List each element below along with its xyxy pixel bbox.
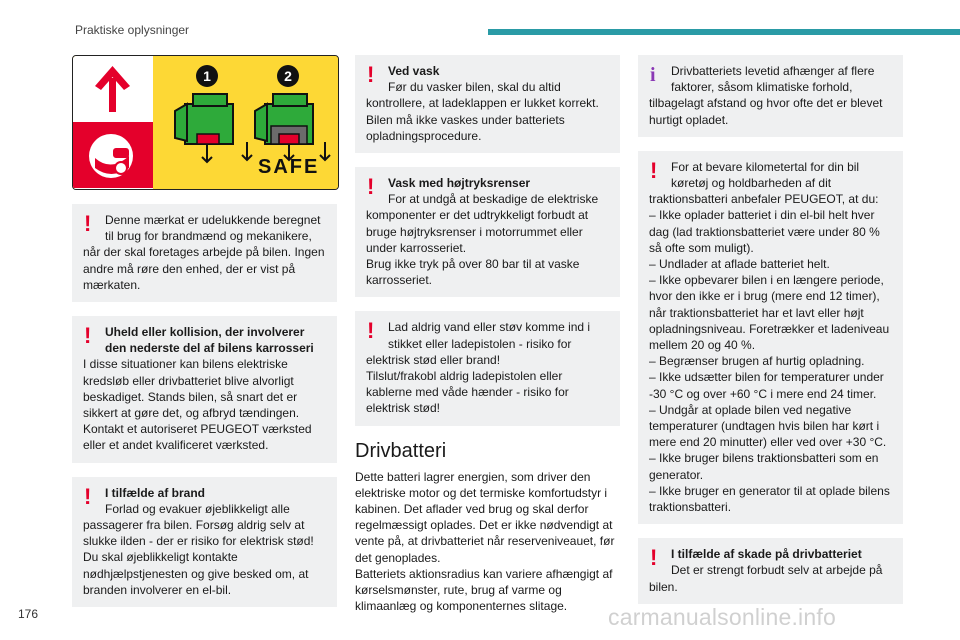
page-number: 176 bbox=[18, 607, 39, 621]
label-arrow-panel bbox=[73, 56, 153, 122]
note-heading: I tilfælde af skade på drivbatteriet bbox=[671, 547, 862, 562]
note-text: Drivbatteriets levetid afhænger af flere faktorer, såsom klimatiske forhold, bbox=[671, 64, 875, 95]
column-right bbox=[638, 55, 903, 618]
warning-icon: ! bbox=[367, 318, 375, 344]
firefighter-helmet-icon bbox=[73, 122, 153, 188]
note-heading: Uheld eller kollision, der involverer den nederste del af bilens karrosseri bbox=[105, 325, 314, 356]
note-label-warning bbox=[72, 204, 337, 302]
column-left bbox=[72, 55, 337, 621]
warning-icon: ! bbox=[650, 157, 658, 183]
note-text: elektrisk stød eller brand! bbox=[366, 352, 501, 367]
list-item: – Ikke bruger en generator til at oplade bilens traktionsbatteri. bbox=[649, 483, 890, 515]
label-left-panel bbox=[73, 56, 153, 189]
note-battery-damage-warning bbox=[638, 538, 903, 604]
note-text: For at undgå at beskadige de elektriske bbox=[388, 192, 599, 207]
note-text: bilen. bbox=[649, 579, 678, 594]
note-text: Før du vasker bilen, skal du altid bbox=[388, 80, 561, 95]
note-text: Lad aldrig vand eller støv komme ind i stikket eller ladepistolen - risiko for bbox=[388, 320, 591, 351]
note-text: tilbagelagt afstand og hvor ofte det er blevet hurtigt opladet. bbox=[649, 96, 883, 127]
note-text: Denne mærkat er udelukkende beregnet til brug for brandmænd og mekanikere, bbox=[105, 213, 321, 244]
list-item: – Ikke opbevarer bilen i en længere periode, hvor den ikke er i brug (mere end 12 timer), når traktionsbatteriet har et lavt eller højt opladningsniveau. Foretrækker et ladeniveau mellem 20 og 40 %. bbox=[649, 273, 890, 353]
note-text: For at bevare kilometertal for din bil køretøj og holdbarheden af dit bbox=[671, 159, 860, 191]
badge-1: 1 bbox=[203, 68, 211, 84]
section-title: Drivbatteri bbox=[355, 439, 447, 462]
section-paragraph: Batteriets aktionsradius kan variere afhængigt af kørselsmønster, rute, brug af varme og klimaanlæg og komponenternes slitage. bbox=[355, 566, 613, 614]
warning-icon: ! bbox=[84, 483, 92, 509]
note-text: Forlad og evakuer øjeblikkeligt alle bbox=[105, 501, 290, 516]
column-middle bbox=[355, 55, 620, 614]
warning-icon: ! bbox=[367, 62, 375, 87]
label-firefighter-panel bbox=[73, 122, 153, 188]
badge-2: 2 bbox=[284, 68, 292, 84]
note-heading: I tilfælde af brand bbox=[105, 485, 206, 500]
header-accent-bar bbox=[488, 29, 960, 35]
note-water-dust-warning bbox=[355, 311, 620, 425]
list-item: – Ikke bruger bilens traktionsbatteri som en generator. bbox=[649, 451, 879, 482]
note-battery-life-info bbox=[638, 55, 903, 137]
safe-label: SAFE bbox=[258, 156, 320, 178]
warning-icon: ! bbox=[367, 174, 375, 200]
note-text: Brug ikke tryk på over 80 bar til at vaske karrosseriet. bbox=[366, 257, 580, 288]
note-collision-warning bbox=[72, 316, 337, 463]
list-item: – Ikke oplader batteriet i din el-bil helt hver dag (lad traktionsbatteriet være under 80 % så ofte som muligt). bbox=[649, 208, 880, 255]
note-pressure-washer-warning bbox=[355, 167, 620, 297]
safety-label-figure bbox=[72, 55, 339, 190]
note-text: passagerer fra bilen. Forsøg aldrig selv at slukke ilden - der er risiko for elektrisk stød! Du skal øjeblikkeligt kontakte nødhjælpstjenesten og give besked om, at branden involverer en el-bil. bbox=[83, 518, 314, 597]
note-battery-care-warning bbox=[638, 151, 903, 524]
note-text: Tilslut/frakobl aldrig ladepistolen eller kablerne med våde hænder - risiko for elektrisk stød! bbox=[366, 369, 569, 416]
info-icon: i bbox=[650, 64, 656, 86]
warning-icon: ! bbox=[84, 211, 92, 236]
warning-icon: ! bbox=[650, 545, 658, 571]
list-item: – Begrænser brugen af hurtig opladning. bbox=[649, 354, 865, 369]
page-header-title: Praktiske oplysninger bbox=[75, 23, 190, 37]
note-heading: Vask med højtryksrenser bbox=[388, 176, 531, 191]
note-text: når der skal foretages arbejde på bilen. Ingen andre må røre den enhed, der er vist på mærkaten. bbox=[83, 245, 325, 292]
note-washing-warning bbox=[355, 55, 620, 153]
watermark: carmanualsonline.info bbox=[608, 604, 836, 630]
note-text: traktionsbatteri anbefaler PEUGEOT, at du: bbox=[649, 192, 879, 207]
list-item: – Ikke udsætter bilen for temperaturer under -30 °C og over +60 °C i mere end 24 timer. bbox=[649, 370, 884, 401]
label-right-panel bbox=[153, 56, 338, 189]
list-item: – Undgår at oplade bilen ved negative temperaturer (undtagen hvis bilen har kørt i mere end 20 minutter) eller ved over +30 °C. bbox=[649, 402, 887, 450]
red-up-arrow-icon bbox=[73, 56, 153, 122]
note-fire-warning bbox=[72, 477, 337, 607]
list-item: – Undlader at aflade batteriet helt. bbox=[649, 257, 830, 272]
note-text: kontrollere, at ladeklappen er lukket korrekt. Bilen må ikke vaskes under batteriets opladningsprocedure. bbox=[366, 96, 599, 143]
note-text: I disse situationer kan bilens elektriske kredsløb eller drivbatteriet blive alvorligt beskadiget. Stands bilen, så snart det er sikkert at gøre det, og afbryd tændingen. Kontakt et autoriseret PEUGEOT værksted eller et andet kvalificeret værksted. bbox=[83, 357, 312, 453]
note-text: komponenter er det udtrykkeligt forbudt at bruge højtryksrenser i motorrummet eller under karrosseriet. bbox=[366, 208, 589, 255]
section-paragraph: Dette batteri lagrer energien, som driver den elektriske motor og det termiske komfortudstyr i kabinen. Det aflader ved brug og skal derfor regelmæssigt oplades. Det er ikke nødvendigt at vente på, at drivbatteriet når reserveniveauet, før det genoplades. bbox=[355, 469, 615, 565]
warning-icon: ! bbox=[84, 323, 92, 349]
note-text: Det er strengt forbudt selv at arbejde på bbox=[671, 563, 883, 578]
note-heading: Ved vask bbox=[388, 64, 440, 78]
